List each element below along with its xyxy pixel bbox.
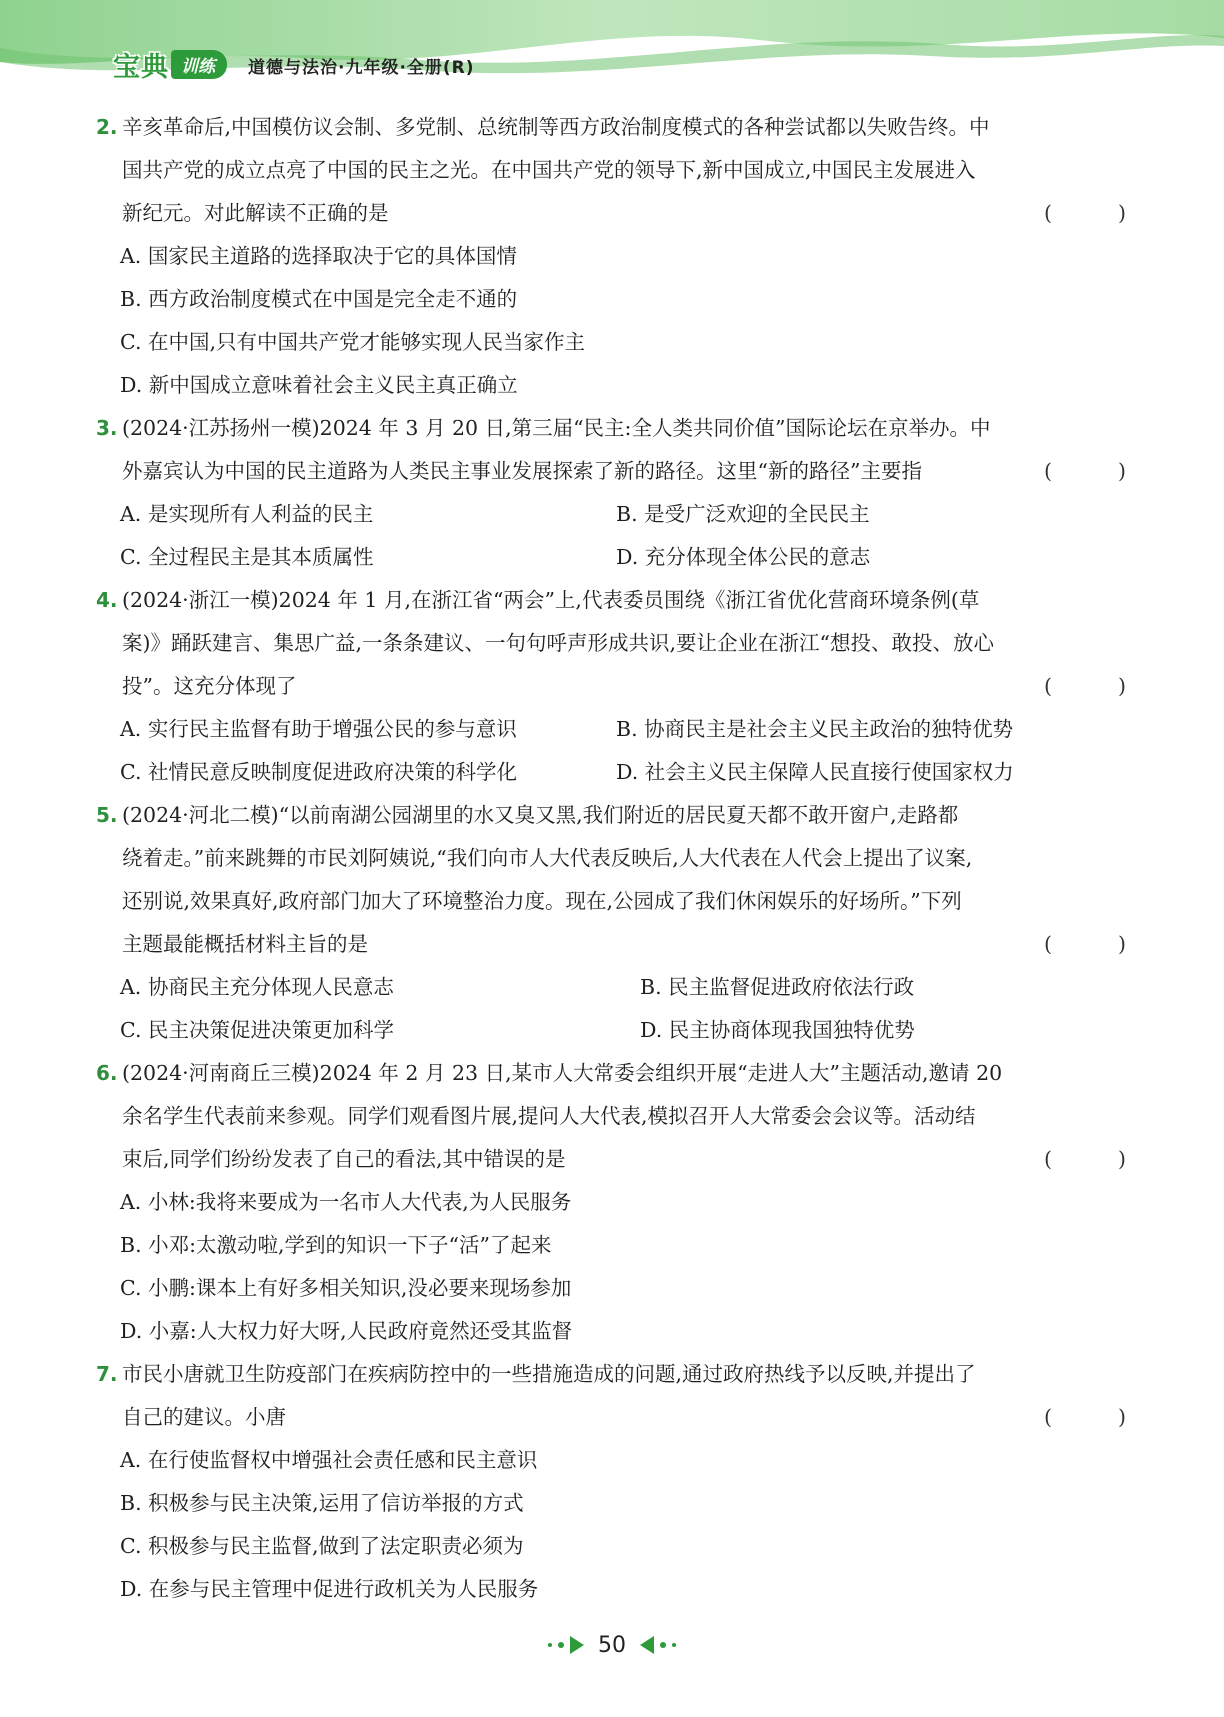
question-text: 投”。这充分体现了 bbox=[122, 674, 297, 698]
page-number: 50 bbox=[598, 1632, 626, 1658]
option-item[interactable]: D. 小嘉:人大权力好大呀,人民政府竟然还受其监督 bbox=[120, 1319, 573, 1343]
page-header bbox=[0, 0, 1224, 95]
question-line bbox=[0, 1396, 1224, 1439]
question-text: (2024·浙江一模)2024 年 1 月,在浙江省“两会”上,代表委员围绕《浙江省优化营商环境条例(草 bbox=[122, 588, 980, 612]
option-item[interactable]: D. 社会主义民主保障人民直接行使国家权力 bbox=[616, 760, 1014, 784]
option-item[interactable]: A. 国家民主道路的选择取决于它的具体国情 bbox=[120, 244, 517, 268]
question-number: 2. bbox=[96, 115, 118, 139]
question-line bbox=[0, 1138, 1224, 1181]
question-line bbox=[0, 579, 1224, 622]
question-line bbox=[0, 665, 1224, 708]
option-row bbox=[0, 235, 1224, 278]
bracket-open: ( bbox=[1044, 1405, 1052, 1429]
bracket-close: ) bbox=[1118, 459, 1126, 483]
question-line bbox=[0, 149, 1224, 192]
brand-logo bbox=[113, 48, 227, 83]
question-line bbox=[0, 1052, 1224, 1095]
option-item[interactable]: C. 全过程民主是其本质属性 bbox=[120, 545, 374, 569]
bracket-open: ( bbox=[1044, 674, 1052, 698]
answer-bracket[interactable] bbox=[1044, 450, 1126, 493]
option-row bbox=[0, 536, 1224, 579]
option-item[interactable]: A. 在行使监督权中增强社会责任感和民主意识 bbox=[120, 1448, 538, 1472]
option-item[interactable]: C. 小鹏:课本上有好多相关知识,没必要来现场参加 bbox=[120, 1276, 572, 1300]
option-item[interactable]: D. 民主协商体现我国独特优势 bbox=[640, 1018, 915, 1042]
question-text: 新纪元。对此解读不正确的是 bbox=[122, 201, 389, 225]
bracket-open: ( bbox=[1044, 932, 1052, 956]
bracket-close: ) bbox=[1118, 932, 1126, 956]
bracket-open: ( bbox=[1044, 201, 1052, 225]
option-row bbox=[0, 1267, 1224, 1310]
bracket-close: ) bbox=[1118, 674, 1126, 698]
option-item[interactable]: C. 社情民意反映制度促进政府决策的科学化 bbox=[120, 760, 517, 784]
footer-right-ornament bbox=[640, 1636, 679, 1654]
question-number: 5. bbox=[96, 803, 118, 827]
option-row bbox=[0, 1009, 1224, 1052]
question-line bbox=[0, 1095, 1224, 1138]
question-text: (2024·河北二模)“以前南湖公园湖里的水又臭又黑,我们附近的居民夏天都不敢开窗户,走路都 bbox=[122, 803, 959, 827]
option-item[interactable]: C. 在中国,只有中国共产党才能够实现人民当家作主 bbox=[120, 330, 586, 354]
question-line bbox=[0, 106, 1224, 149]
question-text: 主题最能概括材料主旨的是 bbox=[122, 932, 368, 956]
question-line bbox=[0, 923, 1224, 966]
question-line bbox=[0, 1353, 1224, 1396]
option-row bbox=[0, 1482, 1224, 1525]
question-line bbox=[0, 880, 1224, 923]
option-item[interactable]: A. 协商民主充分体现人民意志 bbox=[120, 975, 394, 999]
option-row bbox=[0, 364, 1224, 407]
bracket-open: ( bbox=[1044, 1147, 1052, 1171]
question-text: 还别说,效果真好,政府部门加大了环境整治力度。现在,公园成了我们休闲娱乐的好场所。”下列 bbox=[122, 889, 962, 913]
question-text: (2024·河南商丘三模)2024 年 2 月 23 日,某市人大常委会组织开展“走进人大”主题活动,邀请 20 bbox=[122, 1061, 1003, 1085]
logo-sub-text: 训练 bbox=[171, 50, 227, 79]
question-text: 案)》踊跃建言、集思广益,一条条建议、一句句呼声形成共识,要让企业在浙江“想投、敢投、放心 bbox=[122, 631, 995, 655]
question-text: 市民小唐就卫生防疫部门在疾病防控中的一些措施造成的问题,通过政府热线予以反映,并提出了 bbox=[122, 1362, 976, 1386]
page-footer bbox=[0, 1630, 1224, 1660]
answer-bracket[interactable] bbox=[1044, 1396, 1126, 1439]
bracket-close: ) bbox=[1118, 1405, 1126, 1429]
option-item[interactable]: B. 小邓:太激动啦,学到的知识一下子“活”了起来 bbox=[120, 1233, 552, 1257]
option-item[interactable]: B. 西方政治制度模式在中国是完全走不通的 bbox=[120, 287, 518, 311]
question-text: 余名学生代表前来参观。同学们观看图片展,提问人大代表,模拟召开人大常委会会议等。活动结 bbox=[122, 1104, 976, 1128]
question-text: 国共产党的成立点亮了中国的民主之光。在中国共产党的领导下,新中国成立,中国民主发展进入 bbox=[122, 158, 976, 182]
option-row bbox=[0, 493, 1224, 536]
bracket-close: ) bbox=[1118, 201, 1126, 225]
option-row bbox=[0, 1181, 1224, 1224]
question-line bbox=[0, 192, 1224, 235]
bracket-open: ( bbox=[1044, 459, 1052, 483]
option-row bbox=[0, 708, 1224, 751]
footer-left-ornament bbox=[545, 1636, 584, 1654]
question-text: 外嘉宾认为中国的民主道路为人类民主事业发展探索了新的路径。这里“新的路径”主要指 bbox=[122, 459, 922, 483]
option-item[interactable]: C. 积极参与民主监督,做到了法定职责必须为 bbox=[120, 1534, 524, 1558]
option-item[interactable]: B. 民主监督促进政府依法行政 bbox=[640, 975, 915, 999]
option-row bbox=[0, 751, 1224, 794]
question-line bbox=[0, 794, 1224, 837]
question-text: 辛亥革命后,中国模仿议会制、多党制、总统制等西方政治制度模式的各种尝试都以失败告终。中 bbox=[122, 115, 990, 139]
option-row bbox=[0, 1224, 1224, 1267]
option-item[interactable]: A. 是实现所有人利益的民主 bbox=[120, 502, 374, 526]
option-item[interactable]: A. 小林:我将来要成为一名市人大代表,为人民服务 bbox=[120, 1190, 572, 1214]
question-number: 7. bbox=[96, 1362, 118, 1386]
option-row bbox=[0, 321, 1224, 364]
option-item[interactable]: D. 在参与民主管理中促进行政机关为人民服务 bbox=[120, 1577, 539, 1601]
answer-bracket[interactable] bbox=[1044, 1138, 1126, 1181]
option-item[interactable]: D. 新中国成立意味着社会主义民主真正确立 bbox=[120, 373, 518, 397]
question-number: 4. bbox=[96, 588, 118, 612]
bracket-close: ) bbox=[1118, 1147, 1126, 1171]
option-item[interactable]: B. 是受广泛欢迎的全民民主 bbox=[616, 502, 870, 526]
option-row bbox=[0, 1310, 1224, 1353]
answer-bracket[interactable] bbox=[1044, 192, 1126, 235]
question-text: (2024·江苏扬州一模)2024 年 3 月 20 日,第三届“民主:全人类共同价值”国际论坛在京举办。中 bbox=[122, 416, 991, 440]
option-row bbox=[0, 278, 1224, 321]
question-line bbox=[0, 837, 1224, 880]
option-item[interactable]: C. 民主决策促进决策更加科学 bbox=[120, 1018, 394, 1042]
option-row bbox=[0, 1525, 1224, 1568]
option-item[interactable]: B. 积极参与民主决策,运用了信访举报的方式 bbox=[120, 1491, 524, 1515]
option-item[interactable]: A. 实行民主监督有助于增强公民的参与意识 bbox=[120, 717, 517, 741]
option-item[interactable]: D. 充分体现全体公民的意志 bbox=[616, 545, 871, 569]
book-title: 道德与法治·九年级·全册(R) bbox=[248, 58, 475, 78]
question-number: 6. bbox=[96, 1061, 118, 1085]
question-number: 3. bbox=[96, 416, 118, 440]
answer-bracket[interactable] bbox=[1044, 665, 1126, 708]
answer-bracket[interactable] bbox=[1044, 923, 1126, 966]
option-row bbox=[0, 966, 1224, 1009]
question-text: 自己的建议。小唐 bbox=[122, 1405, 286, 1429]
question-line bbox=[0, 450, 1224, 493]
question-line bbox=[0, 622, 1224, 665]
question-line bbox=[0, 407, 1224, 450]
question-text: 束后,同学们纷纷发表了自己的看法,其中错误的是 bbox=[122, 1147, 566, 1171]
logo-main-text: 宝典 bbox=[113, 51, 169, 83]
option-row bbox=[0, 1568, 1224, 1611]
option-item[interactable]: B. 协商民主是社会主义民主政治的独特优势 bbox=[616, 717, 1014, 741]
option-row bbox=[0, 1439, 1224, 1482]
question-text: 绕着走。”前来跳舞的市民刘阿姨说,“我们向市人大代表反映后,人大代表在人代会上提出了议案, bbox=[122, 846, 973, 870]
